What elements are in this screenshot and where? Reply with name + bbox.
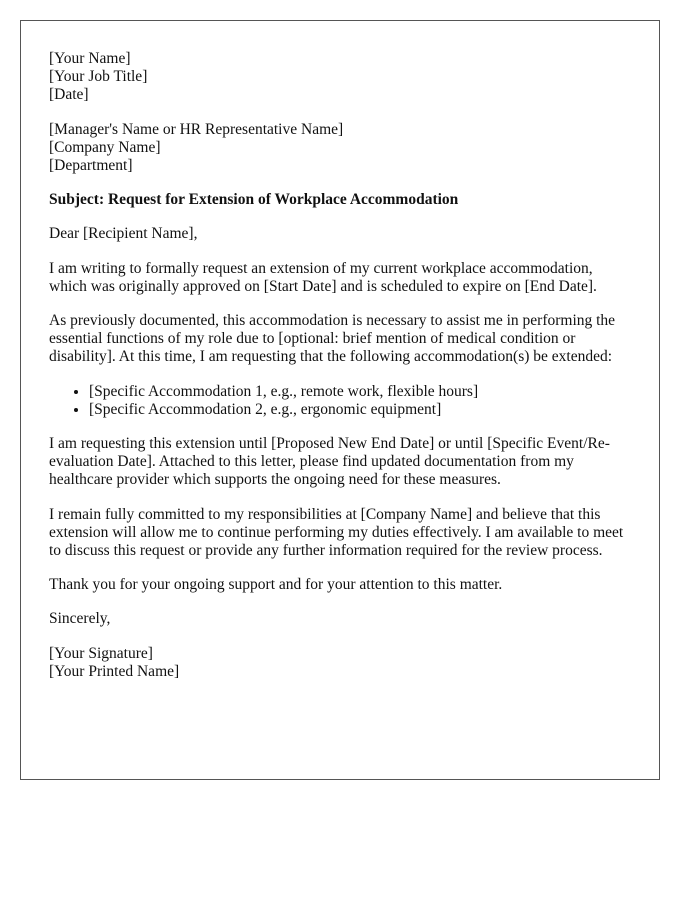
letter-date: [Date] xyxy=(49,86,89,104)
accommodations-list xyxy=(49,383,631,419)
salutation: Dear [Recipient Name], xyxy=(49,225,198,243)
list-item: • [Specific Accommodation 1, e.g., remote work, flexible hours] xyxy=(89,383,631,401)
sender-job-title: [Your Job Title] xyxy=(49,68,148,86)
recipient-name: [Manager's Name or HR Representative Name] xyxy=(49,120,344,138)
list-item: • [Specific Accommodation 2, e.g., ergonomic equipment] xyxy=(89,401,631,419)
signature-block xyxy=(49,645,631,681)
paragraph-commitment: I remain fully committed to my responsibilities at [Company Name] and believe that this extension will allow me to continue performing my duties effectively. I am available to meet to discuss this request or provide any further information required for the review process. xyxy=(49,505,624,560)
paragraph-thanks: Thank you for your ongoing support and for your attention to this matter. xyxy=(49,576,503,594)
recipient-department: [Department] xyxy=(49,157,133,175)
signature-placeholder: [Your Signature] xyxy=(49,644,153,662)
closing: Sincerely, xyxy=(49,610,111,628)
letter-page xyxy=(20,20,660,780)
paragraph-duration: I am requesting this extension until [Proposed New End Date] or until [Specific Event/Re-evaluation Date]. Attached to this letter, please find updated documentation from my healthcare provider which supports the ongoing need for these measures. xyxy=(49,435,610,489)
sender-name: [Your Name] xyxy=(49,50,131,67)
paragraph-intro: I am writing to formally request an extension of my current workplace accommodation, which was originally approved on [Start Date] and is scheduled to expire on [End Date]. xyxy=(49,259,597,295)
printed-name: [Your Printed Name] xyxy=(49,662,180,680)
recipient-company: [Company Name] xyxy=(49,138,161,156)
sender-block xyxy=(49,50,631,105)
recipient-block xyxy=(49,121,631,176)
paragraph-background: As previously documented, this accommodation is necessary to assist me in performing the essential functions of my role due to [optional: brief mention of medical condition or disability]. At this time, I am requesting that the following accommodation(s) be extended: xyxy=(49,312,616,366)
subject-line: Subject: Request for Extension of Workplace Accommodation xyxy=(49,191,459,209)
